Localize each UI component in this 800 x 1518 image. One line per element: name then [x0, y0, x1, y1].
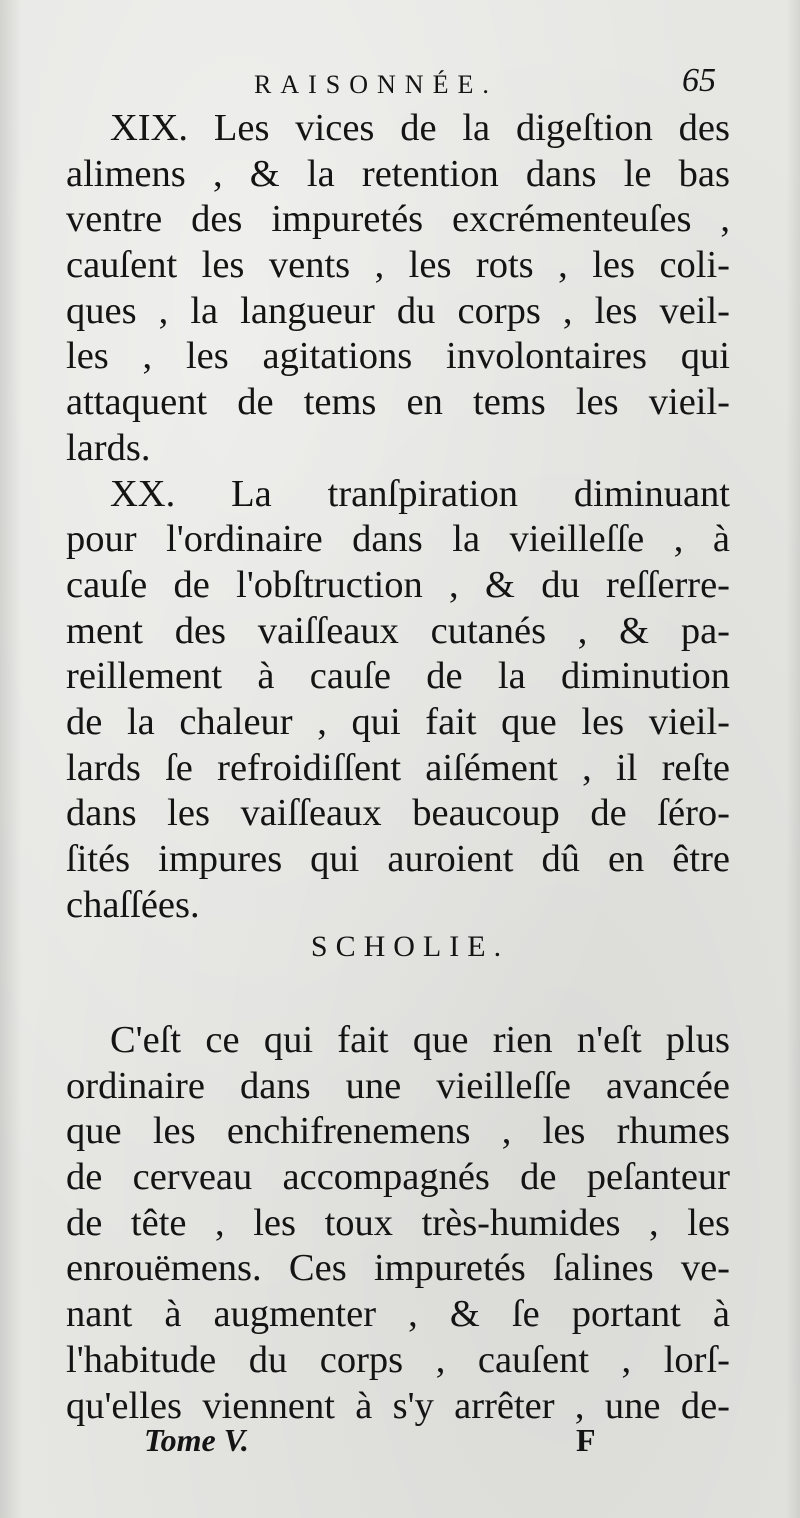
text-line: C'eſt ce qui fait que rien n'eſt plus: [110, 1019, 730, 1061]
text-line: de tête , les toux très-humides , les: [66, 1201, 730, 1244]
text-line: XX. La tranſpiration diminuant: [110, 472, 730, 515]
text-line: dans les vaiſſeaux beaucoup de ſéro-: [66, 792, 730, 835]
text-line: lards ſe refroidiſſent aiſément , il reſte: [66, 746, 730, 789]
scholie-heading: SCHOLIE.: [310, 930, 510, 963]
text-line: de la chaleur , qui fait que les vieil-: [66, 700, 730, 743]
main-text: [66, 106, 730, 928]
running-title: RAISONNÉE.: [254, 70, 498, 99]
text-line: ſités impures qui auroient dû en être: [66, 838, 730, 880]
edge-shadow: [786, 0, 800, 1518]
text-line: ques , la langueur du corps , les veil-: [66, 289, 730, 332]
text-line: l'habitude du corps , cauſent , lorſ-: [66, 1338, 730, 1381]
text-line: cauſent les vents , les rots , les coli-: [66, 244, 730, 287]
page-number: 65: [682, 62, 716, 99]
text-line: que les enchifrenemens , les rhumes: [66, 1110, 730, 1153]
signature-mark: F: [576, 1422, 596, 1458]
text-line: ment des vaiſſeaux cutanés , & pa-: [66, 609, 730, 652]
text-line: nant à augmenter , & ſe portant à: [66, 1293, 730, 1336]
text-line: enrouëmens. Ces impuretés ſalines ve-: [66, 1247, 730, 1290]
text-line: lards.: [66, 426, 151, 469]
text-line: cauſe de l'obſtruction , & du reſſerre-: [66, 563, 730, 606]
text-line: attaquent de tems en tems les vieil-: [66, 381, 730, 424]
text-line: qu'elles viennent à s'y arrêter , une de-: [66, 1384, 730, 1427]
running-head: [0, 62, 800, 102]
text-line: ventre des impuretés excrémenteuſes ,: [66, 198, 730, 241]
scholie-text: [66, 1018, 730, 1429]
page-footer: [0, 1422, 800, 1466]
text-line: pour l'ordinaire dans la vieilleſſe , à: [66, 518, 730, 561]
text-line: XIX. Les vices de la digeſtion des: [110, 107, 730, 149]
text-line: alimens , & la retention dans le bas: [66, 152, 730, 195]
text-line: de cerveau accompagnés de peſanteur: [66, 1156, 730, 1199]
spine-shadow: [0, 0, 22, 1518]
text-line: les , les agitations involontaires qui: [66, 335, 730, 378]
text-line: reillement à cauſe de la diminution: [66, 655, 730, 698]
text-line: chaſſées.: [66, 883, 200, 926]
volume-label: Tome V.: [144, 1422, 249, 1458]
text-line: ordinaire dans une vieilleſſe avancée: [66, 1064, 730, 1107]
